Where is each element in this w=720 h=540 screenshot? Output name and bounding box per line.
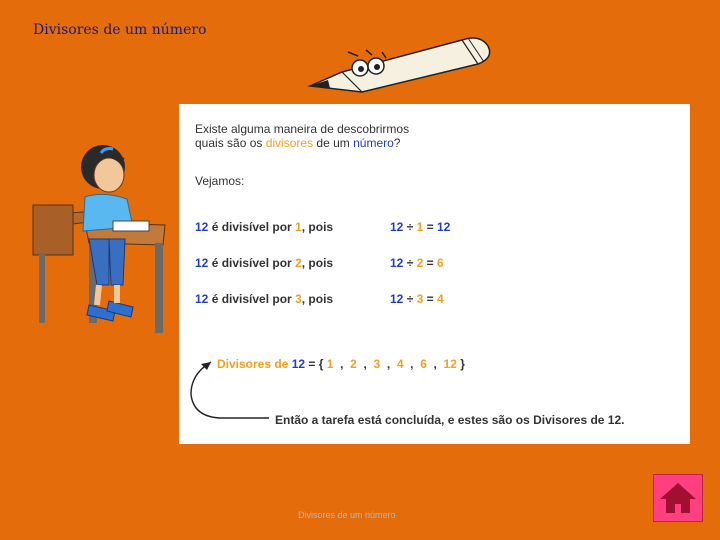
equation-row-2 [390, 256, 444, 270]
divisor-sep: , [403, 357, 421, 371]
intro-line-1: Existe alguma maneira de descobrirmos [195, 122, 410, 136]
row-text: é divisível por [208, 292, 296, 306]
curved-arrow [179, 104, 690, 444]
row-divisor: 1 [295, 220, 302, 234]
divisor-item: 1 [326, 357, 334, 371]
eq-dividend: 12 [390, 292, 404, 306]
eq-divisor: 2 [416, 256, 424, 270]
row-tail: , pois [301, 292, 334, 306]
divisor-item: 3 [373, 357, 381, 371]
row-tail: , pois [301, 256, 334, 270]
equation-row-1 [390, 220, 450, 234]
intro-text [195, 122, 409, 150]
row-divisor: 2 [295, 256, 302, 270]
divisor-sep: , [356, 357, 374, 371]
divisor-item: 12 [443, 357, 457, 371]
divisor-sep: , [426, 357, 444, 371]
conclusion-text: Então a tarefa está concluída, e estes são os Divisores de 12. [275, 413, 625, 427]
home-button[interactable] [653, 474, 703, 522]
student-illustration [25, 135, 175, 345]
row-text: é divisível por [208, 256, 296, 270]
eq-equals: = [423, 292, 437, 306]
divisors-label: Divisores de [217, 357, 292, 371]
intro-word-divisores: divisores [265, 136, 314, 150]
intro-line-2c: de um [313, 136, 354, 150]
divisor-sep: , [333, 357, 351, 371]
eq-result: 4 [437, 292, 444, 306]
division-row-3 [195, 292, 333, 306]
eq-result: 12 [437, 220, 451, 234]
divisors-open: = { [305, 357, 327, 371]
divisors-set [217, 357, 465, 371]
divisor-item: 6 [420, 357, 427, 371]
home-icon [654, 475, 702, 521]
row-number: 12 [195, 256, 209, 270]
intro-line-2a: quais são os [195, 136, 266, 150]
row-tail: , pois [301, 220, 334, 234]
divisor-sep: , [380, 357, 397, 371]
vejamos-label: Vejamos: [195, 174, 245, 188]
eq-dividend: 12 [390, 220, 404, 234]
row-divisor: 3 [295, 292, 302, 306]
row-number: 12 [195, 220, 209, 234]
slide-title: Divisores de um número [33, 22, 207, 38]
eq-operator: ÷ [403, 220, 417, 234]
eq-equals: = [423, 256, 437, 270]
divisor-item: 2 [350, 357, 357, 371]
eq-divisor: 1 [416, 220, 424, 234]
intro-word-numero: número [353, 136, 394, 150]
intro-line-2e: ? [393, 136, 401, 150]
eq-dividend: 12 [390, 256, 404, 270]
eq-divisor: 3 [416, 292, 424, 306]
row-text: é divisível por [208, 220, 296, 234]
divisor-item: 4 [396, 357, 404, 371]
slide-footer: Divisores de um número [298, 510, 396, 520]
divisors-of-number: 12 [291, 357, 306, 371]
eq-operator: ÷ [403, 292, 417, 306]
division-row-2 [195, 256, 333, 270]
eq-result: 6 [437, 256, 444, 270]
equation-row-3 [390, 292, 444, 306]
content-panel [179, 104, 690, 444]
division-row-1 [195, 220, 333, 234]
row-number: 12 [195, 292, 209, 306]
eq-operator: ÷ [403, 256, 417, 270]
divisors-close: } [456, 357, 465, 371]
eq-equals: = [423, 220, 437, 234]
pencil-illustration [302, 28, 497, 100]
